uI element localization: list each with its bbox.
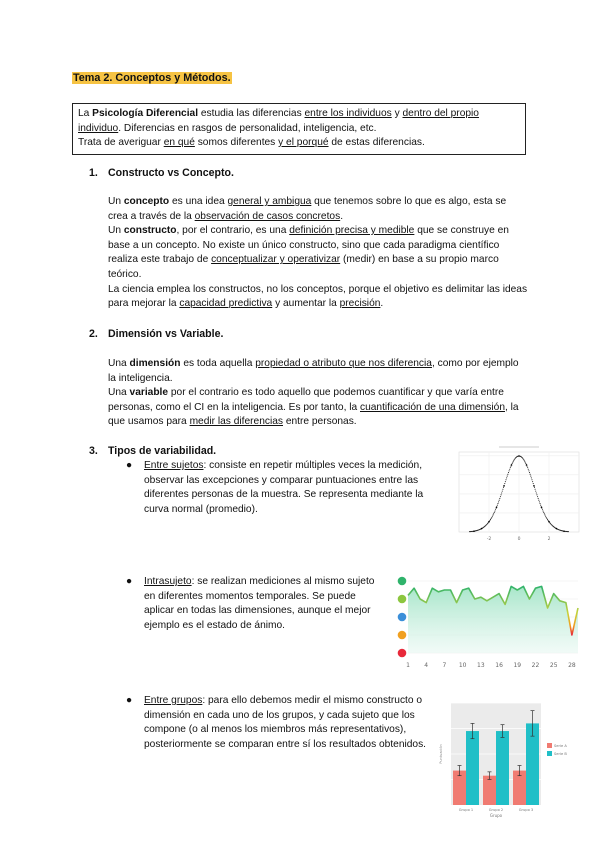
- curve-point: [542, 509, 543, 510]
- bar: [483, 776, 496, 805]
- curve-point: [535, 491, 536, 492]
- curve-point: [528, 470, 529, 471]
- curve-point: [532, 481, 533, 482]
- x-tick-label: 28: [568, 662, 576, 669]
- curve-point: [548, 520, 549, 521]
- normal-curve-chart: [445, 442, 587, 544]
- curve-point: [505, 481, 506, 482]
- section-1-heading: 1. Constructo vs Concepto.: [89, 167, 234, 179]
- sad-icon: [398, 631, 407, 640]
- curve-point: [506, 477, 507, 478]
- data-point: [556, 528, 558, 530]
- curve-point: [523, 459, 524, 460]
- curve-point: [501, 494, 502, 495]
- x-tick-label: 10: [458, 662, 467, 669]
- data-point: [511, 464, 513, 466]
- curve-point: [495, 509, 496, 510]
- curve-point: [507, 476, 508, 477]
- bullet-icon: ●: [126, 695, 133, 706]
- curve-point: [527, 467, 528, 468]
- bullet-icon: ●: [126, 576, 133, 587]
- curve-point: [536, 492, 537, 493]
- very-sad-icon: [398, 649, 407, 658]
- neutral-icon: [398, 613, 407, 622]
- curve-point: [525, 463, 526, 464]
- curve-point: [501, 492, 502, 493]
- curve-point: [526, 466, 527, 467]
- section-1-body: Un concepto es una idea general y ambigua que tenemos sobre lo que es algo, esta se crea a través de la observación de casos concretos. Un constructo, por el contrario, es una definición precisa y medible que se construye en base a un concepto. No existe un único constructo, sino que cada paradigma científico realiza este trabajo de conceptualizar y operativizar (medir) en base a su propio marco teórico. La ciencia emplea los constructos, no los conceptos, porque el objetivo es delimitar las ideas para mejorar la capacidad predictiva y aumentar la precisión.: [108, 196, 528, 310]
- curve-point: [546, 517, 547, 518]
- curve-point: [503, 487, 504, 488]
- data-point: [473, 530, 475, 532]
- curve-point: [530, 476, 531, 477]
- x-tick-label: Grupo 1: [458, 808, 474, 812]
- x-tick-label: 25: [549, 662, 558, 669]
- curve-point: [489, 520, 490, 521]
- curve-point: [500, 496, 501, 497]
- x-tick-label: 22: [531, 662, 540, 669]
- curve-point: [504, 483, 505, 484]
- curve-point: [537, 496, 538, 497]
- curve-point: [530, 474, 531, 475]
- bullet-entre-sujetos: ● Entre sujetos: consiste en repetir múltiples veces la medición, observar las excepciones y comparar puntuaciones entre las diferentes personas de la muestra. Se representa mediante la curva normal (promedio).: [126, 460, 424, 515]
- intro-box: La Psicología Diferencial estudia las diferencias entre los individuos y dentro del propio individuo. Diferencias en rasgos de personalidad, inteligencia, etc. Trata de averiguar en qué somos diferentes y el porqué de estas diferencias.: [72, 103, 526, 155]
- curve-point: [547, 519, 548, 520]
- curve-point: [508, 472, 509, 473]
- x-tick-label: 16: [495, 662, 503, 669]
- x-tick-label: 2: [547, 537, 551, 542]
- curve-point: [492, 516, 493, 517]
- curve-point: [544, 515, 545, 516]
- group-bar-chart: [437, 697, 579, 819]
- curve-point: [529, 472, 530, 473]
- curve-point: [510, 467, 511, 468]
- curve-point: [505, 479, 506, 480]
- curve-point: [512, 463, 513, 464]
- curve-point: [538, 498, 539, 499]
- x-tick-label: 13: [477, 662, 485, 669]
- curve-point: [494, 512, 495, 513]
- curve-point: [538, 500, 539, 501]
- curve-point: [510, 466, 511, 467]
- x-axis-label: Grupo: [489, 813, 503, 818]
- curve-point: [514, 459, 515, 460]
- x-tick-label: 0: [517, 537, 521, 542]
- bullet-icon: ●: [126, 460, 133, 471]
- curve-point: [509, 470, 510, 471]
- bar: [466, 731, 479, 805]
- curve-point: [535, 489, 536, 490]
- data-point: [518, 455, 520, 457]
- curve-point: [498, 501, 499, 502]
- curve-point: [490, 519, 491, 520]
- curve-point: [534, 487, 535, 488]
- curve-point: [491, 517, 492, 518]
- legend-swatch: [547, 751, 552, 756]
- curve-point: [512, 462, 513, 463]
- curve-point: [509, 469, 510, 470]
- curve-point: [536, 494, 537, 495]
- curve-point: [531, 477, 532, 478]
- curve-point: [499, 500, 500, 501]
- legend-swatch: [547, 743, 552, 748]
- x-tick-label: 1: [406, 662, 410, 669]
- curve-point: [502, 489, 503, 490]
- curve-point: [494, 511, 495, 512]
- curve-point: [492, 515, 493, 516]
- curve-point: [540, 505, 541, 506]
- x-tick-label: 7: [442, 662, 447, 669]
- data-point: [526, 464, 528, 466]
- y-axis-label: Puntuación: [439, 744, 443, 764]
- page-title: Tema 2. Conceptos y Métodos.: [73, 72, 231, 84]
- curve-point: [491, 518, 492, 519]
- data-point: [541, 506, 543, 508]
- curve-point: [545, 516, 546, 517]
- curve-point: [568, 531, 569, 532]
- curve-point: [524, 461, 525, 462]
- mood-line-chart: [392, 573, 580, 673]
- data-point: [488, 521, 490, 523]
- curve-point: [543, 511, 544, 512]
- x-tick-label: 19: [513, 662, 522, 669]
- curve-point: [539, 501, 540, 502]
- curve-point: [502, 491, 503, 492]
- x-tick-label: Grupo 2: [488, 808, 504, 812]
- curve-point: [546, 518, 547, 519]
- curve-point: [493, 513, 494, 514]
- data-point: [481, 528, 483, 530]
- bullet-intrasujeto: ● Intrasujeto: se realizan mediciones al mismo sujeto en diferentes momentos temporales. Se puede aplicar en todas las dimensiones, aunque el mejor ejemplo es el estado de ánimo.: [126, 576, 375, 631]
- data-point: [503, 485, 505, 487]
- section-3-heading: 3. Tipos de variabilidad.: [89, 445, 217, 457]
- curve-point: [544, 513, 545, 514]
- bullet-entre-grupos: ● Entre grupos: para ello debemos medir el mismo constructo o dimensión en cada uno de los grupos, y cada sujeto que los compone (o al menos los miembros más representativos), posteriormente se comparan entre sí los resultados obtenidos.: [126, 695, 427, 750]
- happy-icon: [398, 595, 407, 604]
- legend-label: Serie A: [554, 744, 567, 748]
- curve-point: [497, 503, 498, 504]
- curve-point: [507, 474, 508, 475]
- curve-point: [533, 483, 534, 484]
- curve-point: [543, 512, 544, 513]
- section-2-body: Una dimensión es toda aquella propiedad o atributo que nos diferencia, como por ejemplo la inteligencia. Una variable por el contrario es todo aquello que podemos cuantificar y que varía entre personas, como el CI en la inteligencia. Es por tanto, la cuantificación de una dimensión, la que usamos para medir las diferencias entre personas.: [108, 358, 519, 428]
- bar: [496, 731, 509, 805]
- data-point: [563, 530, 565, 532]
- curve-point: [539, 503, 540, 504]
- curve-point: [497, 505, 498, 506]
- data-point: [533, 485, 535, 487]
- section-2-heading: 2. Dimensión vs Variable.: [89, 328, 224, 340]
- curve-point: [513, 461, 514, 462]
- curve-point: [525, 462, 526, 463]
- curve-point: [523, 459, 524, 460]
- curve-point: [531, 479, 532, 480]
- x-tick-label: -2: [486, 537, 492, 542]
- legend-label: Serie B: [554, 752, 567, 756]
- very-happy-icon: [398, 577, 407, 586]
- curve-point: [499, 498, 500, 499]
- x-tick-label: 4: [424, 662, 429, 669]
- curve-point: [528, 469, 529, 470]
- data-point: [548, 521, 550, 523]
- data-point: [496, 506, 498, 508]
- x-tick-label: Grupo 3: [518, 808, 534, 812]
